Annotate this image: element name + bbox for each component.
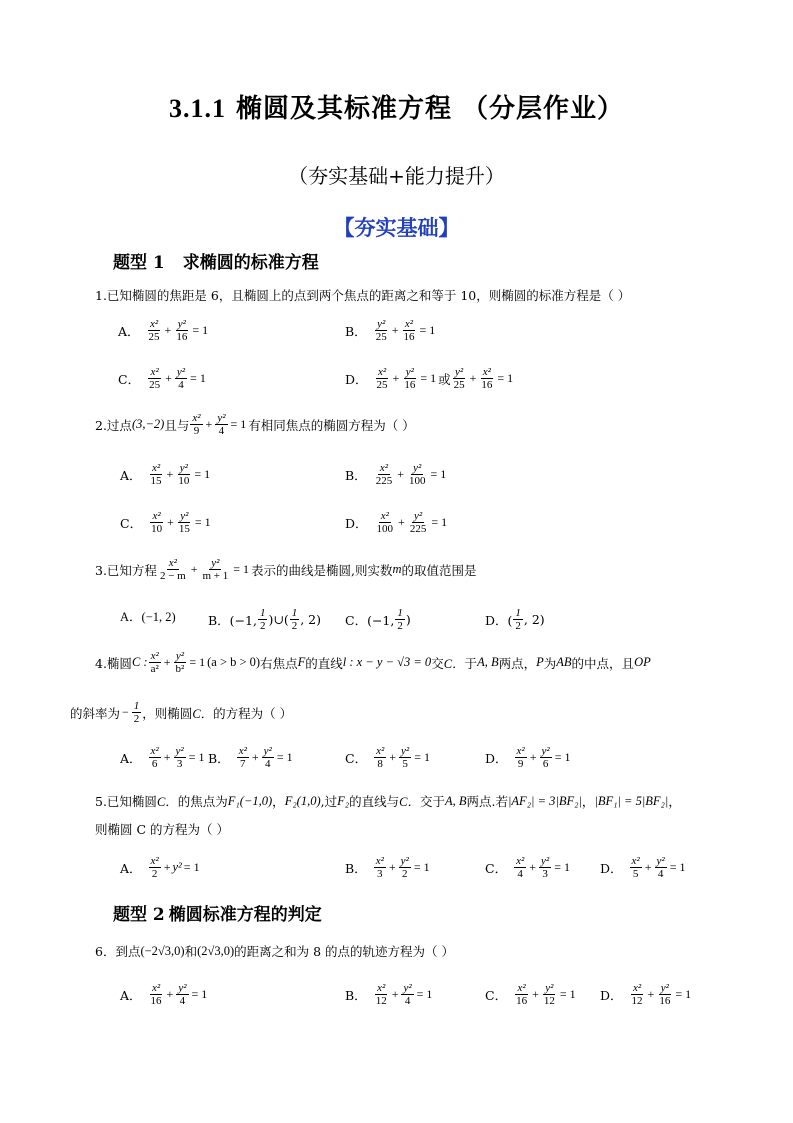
q2-option-b: B． $\frac{\text{x²}}{225}$ + $\frac{\text{y²}}{100}$ = 1: [345, 462, 447, 487]
q2-option-a: A． $\frac{\text{x²}}{15}$ + $\frac{\text{y²}}{10}$ = 1: [120, 462, 211, 487]
q5-option-b: B． $\frac{\text{x²}}{3}$ + $\frac{\text{y²}}{2}$ = 1: [345, 855, 430, 880]
q6-option-a: A． $\frac{\text{x²}}{16}$ + $\frac{\text{y²}}{4}$ = 1: [120, 982, 208, 1007]
q5-option-a: A． $\frac{\text{x²}}{2}$ + y² = 1: [120, 855, 200, 880]
q1-option-b: B． $\frac{\text{y²}}{25}$ + $\frac{\text{x²}}{16}$ = 1: [345, 318, 436, 343]
q5-option-d: D． $\frac{\text{x²}}{5}$ + $\frac{\text{y²}}{4}$ = 1: [600, 855, 686, 880]
q3-option-c: C．(−1, $\frac{1}{2}$ ): [345, 607, 411, 632]
q6-option-b: B． $\frac{\text{x²}}{12}$ + $\frac{\text{y²}}{4}$ = 1: [345, 982, 433, 1007]
q1-option-d: D． $\frac{\text{x²}}{25}$ + $\frac{\text{y²}}{16}$ = 1 或 $\frac{\text{y²}}{25}$ + $\frac{\text{x²}}{16}$ = 1: [345, 366, 514, 391]
q4-option-d: D． $\frac{\text{x²}}{9}$ + $\frac{\text{y²}}{6}$ = 1: [485, 745, 571, 770]
question-1-stem: 1.已知椭圆的焦距是 6，且椭圆上的点到两个焦点的距离之和等于 10，则椭圆的标准方程是（ ）: [95, 288, 631, 303]
question-3-stem: 3.已知方程 $\frac{\text{x²}}{2 - m}$ + $\frac{\text{y²}}{m + 1}$ = 1 表示的曲线是椭圆,则实数 m 的取值范围是: [95, 557, 477, 582]
q2-option-c: C． $\frac{\text{x²}}{10}$ + $\frac{\text{y²}}{15}$ = 1: [120, 510, 211, 535]
q1-option-a: A． $\frac{\text{x²}}{25}$ + $\frac{\text{y²}}{16}$ = 1: [118, 318, 209, 343]
question-2-stem: 2.过点 (3,−2) 且与 $\frac{\text{x²}}{9}$ + $\frac{\text{y²}}{4}$ = 1 有相同焦点的椭圆方程为（ ）: [95, 412, 415, 437]
question-6-stem: 6．到点 (−2√3,0) 和 (2√3,0) 的距离之和为 8 的点的轨迹方程为（ ）: [95, 943, 455, 959]
q4-option-c: C． $\frac{\text{x²}}{8}$ + $\frac{\text{y²}}{5}$ = 1: [345, 745, 431, 770]
section-heading: 【夯实基础】: [333, 215, 460, 240]
q3-option-b: B．(−1, $\frac{1}{2}$ )∪( $\frac{1}{2}$ , 2): [208, 607, 321, 632]
q6-option-c: C． $\frac{\text{x²}}{16}$ + $\frac{\text{y²}}{12}$ = 1: [485, 982, 576, 1007]
question-4-stem: 4.椭圆 C : $\frac{\text{x²}}{\text{a²}}$ + $\frac{\text{y²}}{\text{b²}}$ = 1 (a > b > 0) 右焦点 F 的直线 l : x − y − √3 = 0 交 C． 于 A, B 两点， P 为 AB 的中点，且 OP: [95, 650, 651, 675]
q6-option-d: D． $\frac{\text{x²}}{12}$ + $\frac{\text{y²}}{16}$ = 1: [600, 982, 692, 1007]
q2-option-d: D． $\frac{\text{x²}}{100}$ + $\frac{\text{y²}}{225}$ = 1: [345, 510, 448, 535]
page-subtitle: （夯实基础+能力提升）: [288, 164, 505, 188]
q5-option-c: C． $\frac{\text{x²}}{4}$ + $\frac{\text{y²}}{3}$ = 1: [485, 855, 571, 880]
question-5-stem-line2: 则椭圆 C 的方程为（ ）: [95, 822, 229, 837]
page-title: [0, 88, 793, 125]
title-number: 3.1.1: [168, 94, 226, 123]
question-4-stem-line2: 的斜率为 − $\frac{1}{2}$ ，则椭圆 C． 的方程为（ ）: [70, 700, 293, 725]
question-5-stem: 5.已知椭圆 C． 的焦点为 F₁(−1,0) ， F₂(1,0) ,过 F₂ 的直线与 C． 交于 A, B 两点.若 |AF₂| = 3|BF₂| ， |BF₁| = 5|BF₂| ，: [95, 793, 681, 809]
title-text: 椭圆及其标准方程 （分层作业）: [235, 94, 625, 124]
q3-option-a: A．(−1, 2): [120, 610, 176, 624]
q4-option-a: A． $\frac{\text{x²}}{6}$ + $\frac{\text{y²}}{3}$ = 1: [120, 745, 205, 770]
q3-option-d: D．( $\frac{1}{2}$ , 2): [485, 607, 545, 632]
question-type-2: 题型 2 椭圆标准方程的判定: [113, 905, 322, 925]
question-type-1: 题型 1 求椭圆的标准方程: [113, 253, 319, 273]
q1-option-c: C． $\frac{\text{x²}}{25}$ + $\frac{\text{y²}}{4}$ = 1: [118, 366, 206, 391]
q4-option-b: B． $\frac{\text{x²}}{7}$ + $\frac{\text{y²}}{4}$ = 1: [208, 745, 293, 770]
